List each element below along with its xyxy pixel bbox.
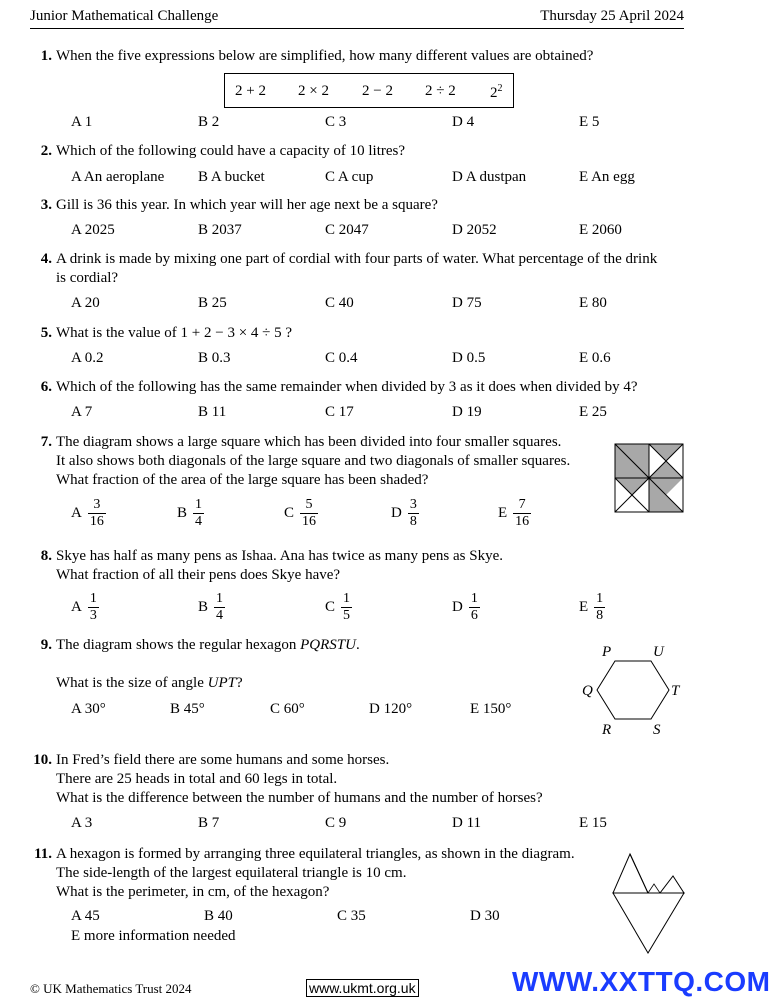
option-d: D 11 xyxy=(452,815,482,831)
option-e: E 5 xyxy=(579,114,600,130)
option-d: D $\frac{1}{6}$ xyxy=(452,591,478,623)
question-text: What is the difference between the number of humans and the number of horses? xyxy=(56,790,543,806)
question-8 xyxy=(30,547,684,585)
option-d: D 19 xyxy=(452,404,482,420)
question-number: 9. xyxy=(40,637,52,653)
question-5 xyxy=(30,324,684,343)
question-text: What is the perimeter, in cm, of the hexagon? xyxy=(56,884,330,900)
option-d: D A dustpan xyxy=(452,169,527,185)
shaded-region xyxy=(615,478,649,495)
vertex-label-t: T xyxy=(671,683,680,699)
option-a: A 3 xyxy=(71,815,93,831)
option-a: A 0.2 xyxy=(71,350,104,366)
option-c: C $\frac{1}{5}$ xyxy=(325,591,351,623)
question-number: 2. xyxy=(40,143,52,159)
question-9 xyxy=(30,636,561,655)
option-d: D 120° xyxy=(369,701,413,717)
option-c: C 40 xyxy=(325,295,354,311)
question-3 xyxy=(30,196,684,215)
option-d: D $\frac{3}{8}$ xyxy=(391,497,417,529)
option-c: C A cup xyxy=(325,169,374,185)
option-e: E more information needed xyxy=(71,928,236,944)
question-number: 3. xyxy=(40,197,52,213)
option-c: C 35 xyxy=(337,908,366,924)
option-c: C 9 xyxy=(325,815,347,831)
hexagon xyxy=(597,661,669,719)
small-triangle-left xyxy=(613,854,648,893)
option-c: C 17 xyxy=(325,404,354,420)
question-number: 8. xyxy=(40,548,52,564)
copyright: © UK Mathematics Trust 2024 xyxy=(30,981,192,996)
option-d: D 30 xyxy=(470,908,500,924)
shaded-square-diagram xyxy=(614,443,684,513)
option-c: C $\frac{5}{16}$ xyxy=(284,497,317,529)
vertex-label-s: S xyxy=(653,722,661,738)
shaded-region xyxy=(649,444,683,461)
option-b: B $\frac{1}{4}$ xyxy=(198,591,224,623)
question-text: The side-length of the largest equilateral triangle is 10 cm. xyxy=(56,865,407,881)
option-b: B 11 xyxy=(198,404,227,420)
option-a: A $\frac{3}{16}$ xyxy=(71,497,104,529)
question-text: The diagram shows the regular hexagon PQRSTU. xyxy=(56,637,360,653)
option-e: E 0.6 xyxy=(579,350,611,366)
option-e: E An egg xyxy=(579,169,635,185)
option-e: E 150° xyxy=(470,701,512,717)
vertex-label-q: Q xyxy=(582,683,593,699)
option-e: E 80 xyxy=(579,295,607,311)
question-text: A drink is made by mixing one part of cordial with four parts of water. What percentage of the drink xyxy=(56,251,658,267)
question-text: What is the value of 1 + 2 − 3 × 4 ÷ 5 ? xyxy=(56,325,293,341)
tiny-triangle xyxy=(648,884,660,893)
option-a: A 2025 xyxy=(71,222,115,238)
option-d: D 2052 xyxy=(452,222,497,238)
vertex-label-r: R xyxy=(602,722,612,738)
option-d: D 0.5 xyxy=(452,350,486,366)
option-b: B 2 xyxy=(198,114,220,130)
option-a: A 7 xyxy=(71,404,93,420)
option-b: B 40 xyxy=(204,908,233,924)
question-text: Which of the following could have a capacity of 10 litres? xyxy=(56,143,406,159)
question-number: 1. xyxy=(40,48,52,64)
watermark: WWW.XXTTQ.COM xyxy=(512,966,770,997)
option-b: B A bucket xyxy=(198,169,265,185)
question-4 xyxy=(30,250,684,288)
question-6 xyxy=(30,378,684,397)
question-text: What fraction of the area of the large square has been shaded? xyxy=(56,472,429,488)
option-a: A 45 xyxy=(71,908,100,924)
option-d: D 4 xyxy=(452,114,475,130)
question-11 xyxy=(30,845,591,902)
option-c: C 2047 xyxy=(325,222,369,238)
triangles-hexagon-diagram xyxy=(608,850,688,956)
question-number: 5. xyxy=(40,325,52,341)
option-a: A 1 xyxy=(71,114,93,130)
large-triangle xyxy=(613,893,684,953)
option-a: A 20 xyxy=(71,295,100,311)
question-text: It also shows both diagonals of the large square and two diagonals of smaller squares. xyxy=(56,453,571,469)
header-title: Junior Mathematical Challenge xyxy=(30,8,219,24)
header-date: Thursday 25 April 2024 xyxy=(540,8,684,24)
option-c: C 60° xyxy=(270,701,305,717)
question-number: 6. xyxy=(40,379,52,395)
option-e: E $\frac{1}{8}$ xyxy=(579,591,604,623)
question-text: What fraction of all their pens does Skye have? xyxy=(56,567,341,583)
question-text: A hexagon is formed by arranging three equilateral triangles, as shown in the diagram. xyxy=(56,846,575,862)
option-d: D 75 xyxy=(452,295,482,311)
option-b: B 2037 xyxy=(198,222,242,238)
expressions-box xyxy=(224,73,514,108)
option-b: B $\frac{1}{4}$ xyxy=(177,497,203,529)
expression: 2 − 2 xyxy=(362,83,393,99)
hexagon-diagram xyxy=(578,640,690,740)
question-text: Which of the following has the same remainder when divided by 3 as it does when divided by 4? xyxy=(56,379,638,395)
expression: 2 + 2 xyxy=(235,83,266,99)
question-9-ask xyxy=(30,674,561,693)
expression: 2 × 2 xyxy=(298,83,329,99)
question-number: 10. xyxy=(33,752,52,768)
question-text: What is the size of angle UPT? xyxy=(56,675,243,691)
question-number: 11. xyxy=(34,846,52,862)
question-text: There are 25 heads in total and 60 legs in total. xyxy=(56,771,338,787)
option-e: E 2060 xyxy=(579,222,622,238)
question-text: Gill is 36 this year. In which year will her age next be a square? xyxy=(56,197,438,213)
header-rule xyxy=(30,28,684,29)
question-number: 4. xyxy=(40,251,52,267)
vertex-label-u: U xyxy=(653,644,664,660)
question-7 xyxy=(30,433,581,490)
question-1 xyxy=(30,47,684,66)
option-c: C 0.4 xyxy=(325,350,358,366)
vertex-label-p: P xyxy=(602,644,612,660)
question-text: The diagram shows a large square which has been divided into four smaller squares. xyxy=(56,434,562,450)
option-e: E 15 xyxy=(579,815,607,831)
question-10 xyxy=(30,751,684,808)
question-text: Skye has half as many pens as Ishaa. Ana has twice as many pens as Skye. xyxy=(56,548,503,564)
option-b: B 45° xyxy=(170,701,205,717)
question-text: When the five expressions below are simplified, how many different values are obtained? xyxy=(56,48,594,64)
ukmt-link[interactable]: www.ukmt.org.uk xyxy=(306,979,419,997)
option-a: A An aeroplane xyxy=(71,169,165,185)
question-number: 7. xyxy=(40,434,52,450)
option-b: B 25 xyxy=(198,295,227,311)
option-c: C 3 xyxy=(325,114,347,130)
question-text: In Fred’s field there are some humans and some horses. xyxy=(56,752,390,768)
shaded-region xyxy=(649,461,683,478)
expression: 2 ÷ 2 xyxy=(425,83,456,99)
question-text: is cordial? xyxy=(56,270,119,286)
option-b: B 7 xyxy=(198,815,220,831)
option-e: E $\frac{7}{16}$ xyxy=(498,497,530,529)
question-2 xyxy=(30,142,684,161)
expression-power: $2^2$ xyxy=(490,83,503,101)
option-b: B 0.3 xyxy=(198,350,231,366)
option-a: A $\frac{1}{3}$ xyxy=(71,591,97,623)
small-triangle-right xyxy=(660,876,684,893)
option-e: E 25 xyxy=(579,404,607,420)
option-a: A 30° xyxy=(71,701,106,717)
